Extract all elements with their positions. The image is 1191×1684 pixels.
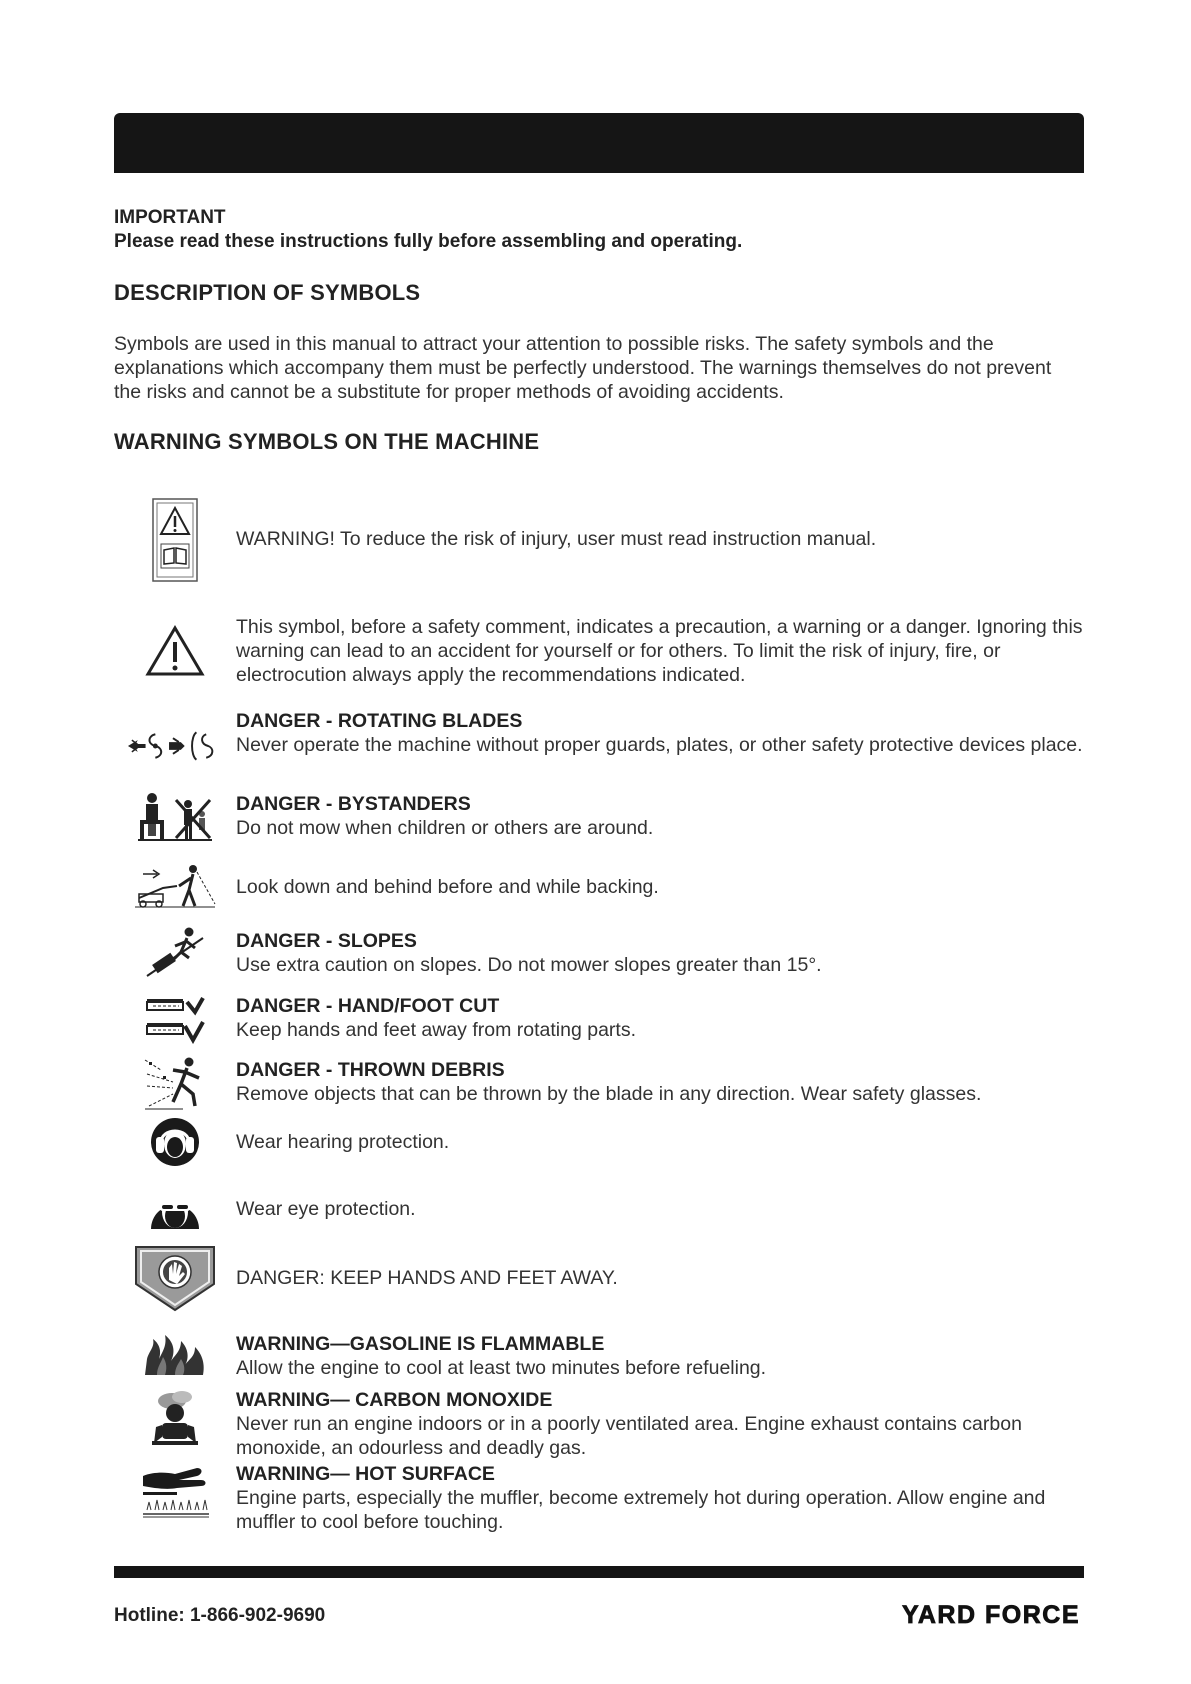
warning-title: WARNING—GASOLINE IS FLAMMABLE (236, 1333, 605, 1355)
footer-bar (114, 1566, 1084, 1578)
warning-title: WARNING— CARBON MONOXIDE (236, 1389, 553, 1411)
brand-wordmark: YARD FORCE (902, 1601, 1080, 1629)
warning-body: Allow the engine to cool at least two minutes before refueling. (236, 1357, 767, 1379)
thrown-debris-icon (130, 1055, 220, 1111)
warning-text (236, 709, 1086, 757)
warning-body: Engine parts, especially the muffler, become extremely hot during operation. Allow engine and muffler to cool before touching. (236, 1487, 1046, 1533)
warning-body: Wear eye protection. (236, 1198, 416, 1220)
warning-body: Look down and behind before and while backing. (236, 876, 659, 898)
warning-body: DANGER: KEEP HANDS AND FEET AWAY. (236, 1267, 618, 1289)
warning-body: Do not mow when children or others are around. (236, 817, 654, 839)
warning-text (236, 792, 1086, 840)
description-heading: DESCRIPTION OF SYMBOLS (114, 280, 421, 305)
warning-title: DANGER - THROWN DEBRIS (236, 1059, 505, 1081)
warning-text (236, 1332, 1086, 1380)
hearing-protection-icon (130, 1116, 220, 1168)
warning-title: DANGER - SLOPES (236, 930, 417, 952)
warning-triangle-icon (130, 612, 220, 690)
warning-text (236, 929, 1086, 977)
hotline: Hotline: 1-866-902-9690 (114, 1605, 326, 1626)
warning-body: WARNING! To reduce the risk of injury, user must read instruction manual. (236, 528, 877, 550)
warning-body: Keep hands and feet away from rotating parts. (236, 1019, 636, 1041)
warning-body: Use extra caution on slopes. Do not mower slopes greater than 15°. (236, 954, 822, 976)
warning-text (236, 1462, 1086, 1534)
look-behind-icon (130, 862, 220, 910)
warning-text (236, 615, 1086, 687)
warning-text (236, 1058, 1086, 1106)
warning-text (236, 875, 1086, 899)
hand-foot-cut-icon (130, 991, 220, 1045)
bystanders-icon (130, 791, 220, 843)
flammable-icon (130, 1329, 220, 1381)
warning-body: Never run an engine indoors or in a poorly ventilated area. Engine exhaust contains carbon monoxide, an odourless and deadly gas. (236, 1413, 1022, 1459)
warning-text (236, 1266, 1086, 1290)
warning-title: DANGER - ROTATING BLADES (236, 710, 523, 732)
warning-text (236, 527, 1086, 551)
warning-title: DANGER - BYSTANDERS (236, 793, 471, 815)
warning-body: This symbol, before a safety comment, indicates a precaution, a warning or a danger. Ignoring this warning can lead to an accident for yourself or for others. To limit the risk of injury, fire, or electrocution always apply the recommendations indicated. (236, 616, 1083, 686)
warning-text (236, 1130, 1086, 1154)
warning-body: Remove objects that can be thrown by the blade in any direction. Wear safety glasses. (236, 1083, 982, 1105)
read-manual-icon (130, 497, 220, 582)
warning-title: DANGER - HAND/FOOT CUT (236, 995, 500, 1017)
important-label: IMPORTANT (114, 207, 226, 228)
warning-body: Never operate the machine without proper guards, plates, or other safety protective devices place. (236, 734, 1083, 756)
header-bar (114, 113, 1084, 173)
keep-hands-away-icon (130, 1244, 220, 1312)
important-text: Please read these instructions fully before assembling and operating. (114, 231, 743, 252)
warning-text (236, 994, 1086, 1042)
warning-body: Wear hearing protection. (236, 1131, 450, 1153)
warnings-heading: WARNING SYMBOLS ON THE MACHINE (114, 429, 540, 454)
warning-text (236, 1197, 1086, 1221)
slopes-icon (130, 926, 220, 978)
warning-title: WARNING— HOT SURFACE (236, 1463, 495, 1485)
hot-surface-icon (130, 1465, 220, 1521)
description-text: Symbols are used in this manual to attract your attention to possible risks. The safety symbols and the explanations which accompany them must be perfectly understood. The warnings themselves do not prevent the risks and cannot be a substitute for proper methods of avoiding accidents. (114, 333, 1052, 403)
warning-text (236, 1388, 1086, 1460)
carbon-monoxide-icon (130, 1391, 220, 1447)
yard-force-logo (876, 1597, 1084, 1631)
rotating-blades-icon (126, 726, 216, 766)
eye-protection-icon (130, 1184, 220, 1232)
